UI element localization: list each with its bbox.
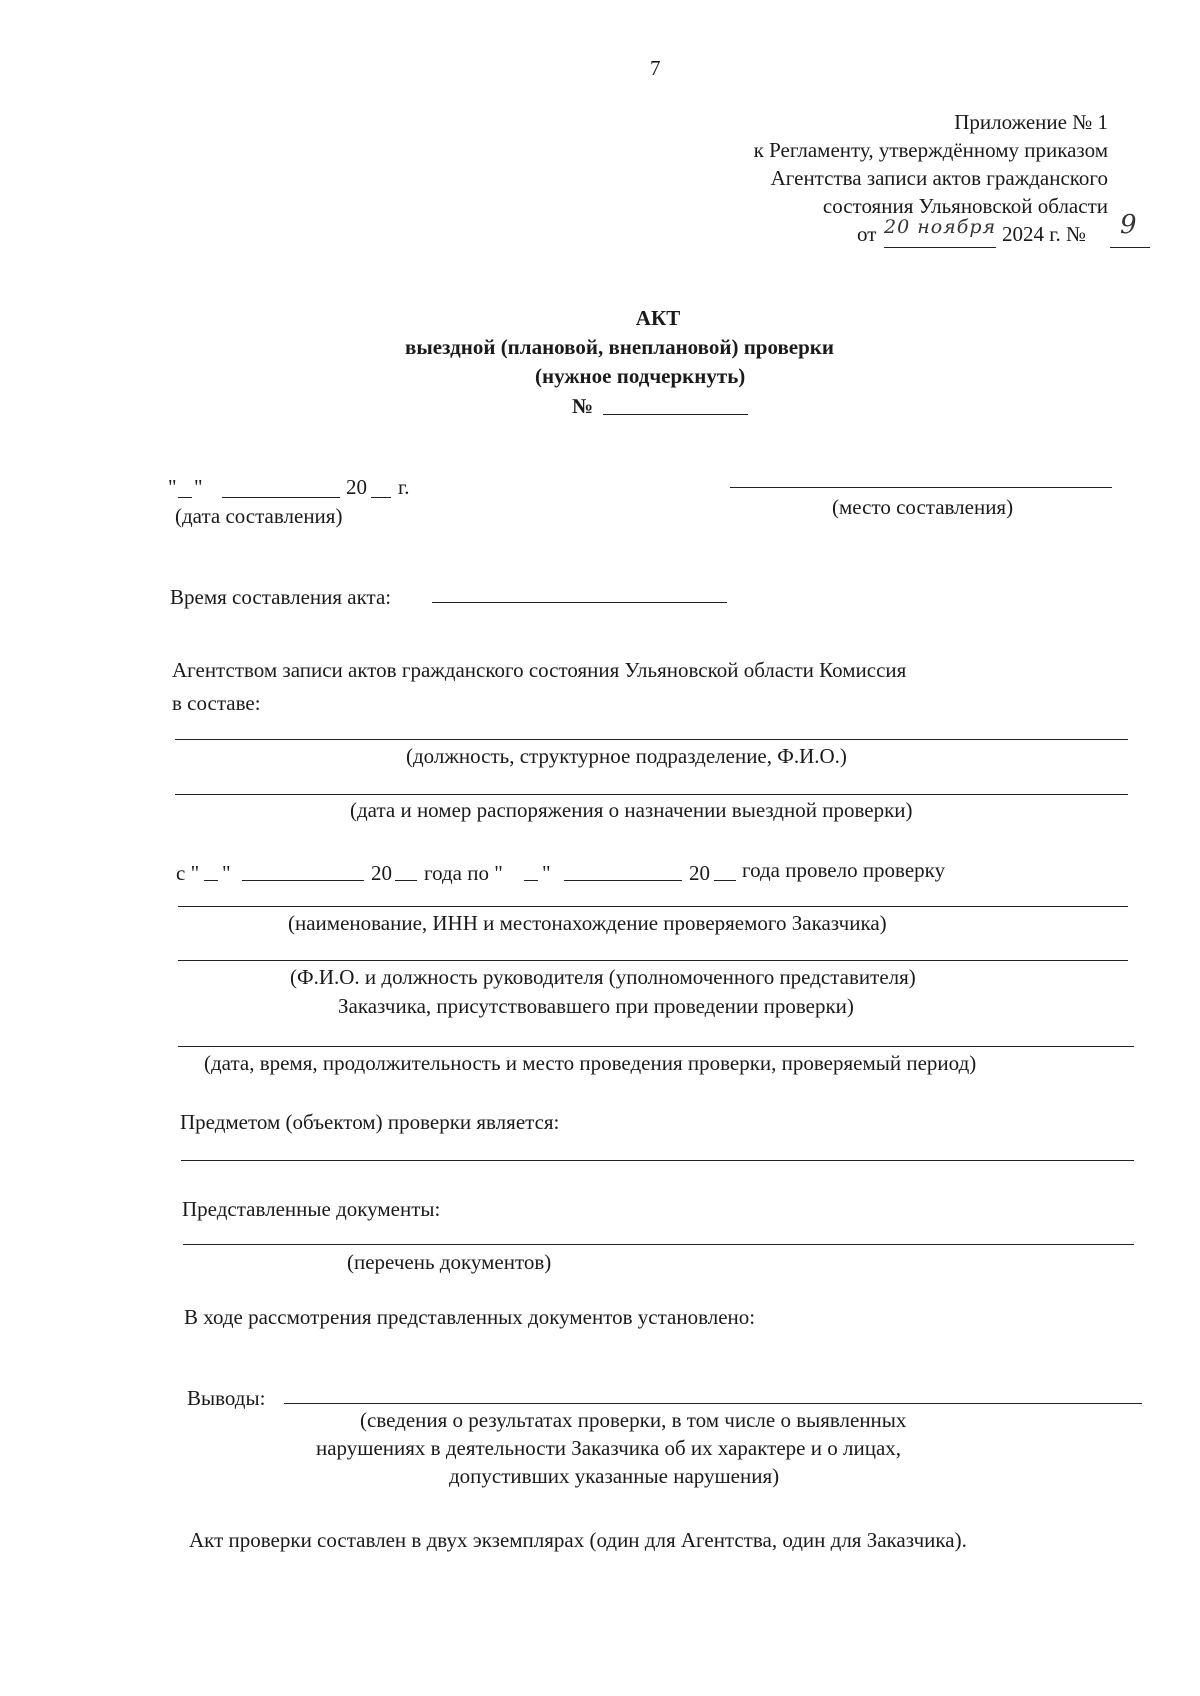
- docs-line: [183, 1244, 1134, 1245]
- period-day1-line: [204, 880, 218, 881]
- final-statement: Акт проверки составлен в двух экземплярах (один для Агентства, один для Заказчика).: [189, 1528, 967, 1552]
- period-tail: года провело проверку: [742, 858, 946, 882]
- number-underline: [1110, 247, 1150, 248]
- period-year1: 20: [371, 861, 392, 885]
- conclusions-label: Выводы:: [187, 1386, 266, 1410]
- customer-line: [178, 906, 1128, 907]
- period-month1-line: [242, 880, 364, 881]
- date-year: 20: [346, 475, 367, 499]
- subject-line: [181, 1160, 1134, 1161]
- appendix-title: Приложение № 1: [954, 110, 1108, 134]
- period-month2-line: [564, 880, 682, 881]
- commission-caption1: (должность, структурное подразделение, Ф.И.О.): [406, 744, 847, 768]
- period-q1: ": [222, 861, 231, 885]
- appendix-year: 2024 г. №: [1002, 222, 1087, 246]
- appendix-line2: к Регламенту, утверждённому приказом: [753, 138, 1108, 162]
- customer-caption: (наименование, ИНН и местонахождение проверяемого Заказчика): [288, 911, 887, 935]
- docs-label: Представленные документы:: [182, 1197, 441, 1221]
- docs-caption: (перечень документов): [347, 1250, 552, 1274]
- established-label: В ходе рассмотрения представленных документов установлено:: [184, 1305, 756, 1329]
- page-number: 7: [650, 56, 661, 80]
- act-subtitle: выездной (плановой, внеплановой) проверки: [405, 335, 834, 359]
- commission-line2: в составе:: [172, 691, 261, 715]
- conclusions-caption3: допустивших указанные нарушения): [449, 1464, 780, 1488]
- period-year1-line: [395, 880, 417, 881]
- period-year2: 20: [689, 861, 710, 885]
- handwritten-date: 20 ноября: [884, 216, 997, 238]
- head-line: [178, 960, 1128, 961]
- head-caption2: Заказчика, присутствовавшего при проведении проверки): [338, 994, 854, 1018]
- period-year2-line: [714, 880, 736, 881]
- order-line: [175, 794, 1128, 795]
- time-label: Время составления акта:: [170, 585, 392, 609]
- date-caption: (дата составления): [175, 504, 343, 528]
- appendix-line3: Агентства записи актов гражданского: [770, 166, 1108, 190]
- date-month-line: [222, 497, 340, 498]
- date-quote-close: ": [194, 475, 203, 499]
- act-note: (нужное подчеркнуть): [535, 364, 746, 388]
- subject-label: Предметом (объектом) проверки является:: [180, 1110, 560, 1134]
- period-q2: ": [542, 861, 551, 885]
- head-caption1: (Ф.И.О. и должность руководителя (уполномоченного представителя): [290, 965, 916, 989]
- commission-caption2: (дата и номер распоряжения о назначении выездной проверки): [350, 798, 913, 822]
- conclusions-caption1: (сведения о результатах проверки, в том числе о выявленных: [360, 1408, 907, 1432]
- place-line: [730, 487, 1112, 488]
- period-day2-line: [524, 880, 538, 881]
- appendix-ot: от: [857, 222, 877, 246]
- commission-line1: Агентством записи актов гражданского состояния Ульяновской области Комиссия: [172, 658, 907, 682]
- period-goda-po: года по ": [424, 861, 503, 885]
- date-year-line: [371, 497, 391, 498]
- appendix-line4: состояния Ульяновской области: [822, 194, 1108, 218]
- conclusions-line: [284, 1403, 1142, 1404]
- act-title: АКТ: [635, 306, 681, 330]
- place-caption: (место составления): [832, 495, 1014, 519]
- when-caption: (дата, время, продолжительность и место проведения проверки, проверяемый период): [204, 1051, 977, 1075]
- handwritten-number: 9: [1120, 210, 1137, 240]
- commission-members-line: [175, 739, 1128, 740]
- date-g: г.: [398, 475, 410, 499]
- date-day-line: [178, 497, 192, 498]
- period-s: с ": [176, 861, 200, 885]
- act-number-line: [603, 414, 748, 415]
- date-quote-open: ": [168, 475, 177, 499]
- time-line: [432, 602, 727, 603]
- when-line: [178, 1046, 1134, 1047]
- date-underline: [884, 247, 996, 248]
- conclusions-caption2: нарушениях в деятельности Заказчика об их характере и о лицах,: [316, 1436, 902, 1460]
- act-number-sign: №: [572, 394, 594, 418]
